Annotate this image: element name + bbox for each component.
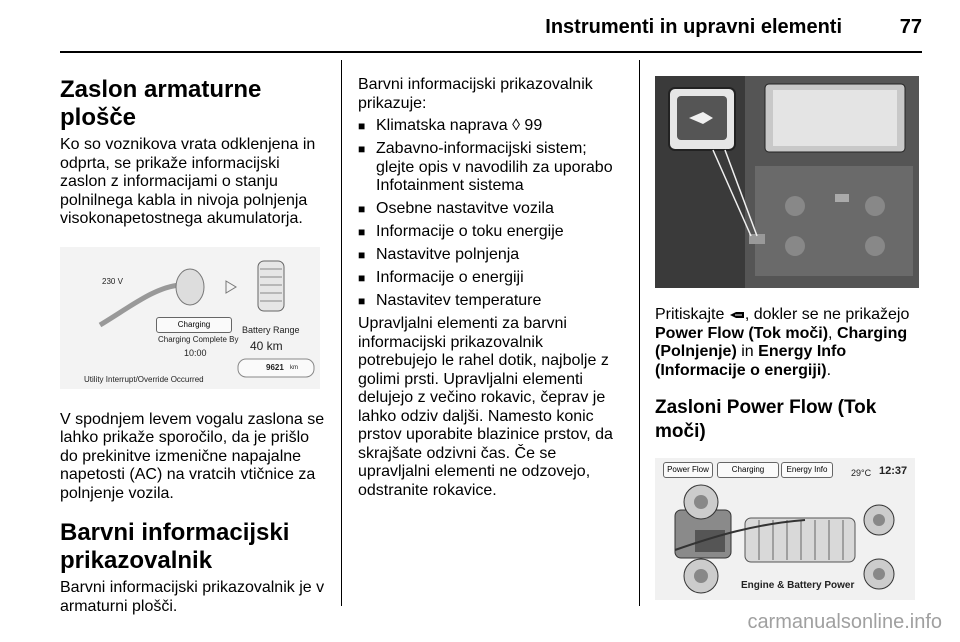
tab-charging: Charging [717, 462, 779, 478]
charging-label: Charging [156, 317, 232, 333]
option-energy-info: Energy Info (Informacije o energiji) [655, 343, 847, 379]
paragraph-press-button [655, 306, 925, 380]
list-item: ■ Informacije o toku energije [358, 223, 626, 242]
charging-time: 10:00 [184, 347, 207, 358]
header-title: Instrumenti in upravni elementi [545, 16, 842, 38]
display-intro: Barvni informacijski prikazovalnik prikazuje: [358, 76, 593, 112]
page-number: 77 [899, 16, 922, 38]
section-heading-power-flow: Zasloni Power Flow (Tok moči) [655, 397, 877, 442]
separator-2: in [741, 343, 754, 360]
dashboard-photo-figure [655, 76, 919, 288]
display-features-list [358, 117, 626, 311]
odometer-unit: km [290, 364, 298, 371]
column-divider-2 [639, 60, 640, 606]
clock-readout: 12:37 [879, 465, 908, 477]
option-charging: Charging (Polnjenje) [655, 324, 908, 360]
battery-range-label: Battery Range [242, 324, 300, 335]
list-item: ■ Nastavitev temperature [358, 292, 626, 311]
watermark: carmanualsonline.info [747, 611, 942, 633]
column-divider-1 [341, 60, 342, 606]
power-flow-caption: Engine & Battery Power [741, 580, 855, 591]
power-flow-figure [655, 458, 915, 600]
power-flow-illustration [655, 458, 915, 600]
voltage-label: 230 V [102, 276, 123, 286]
press-pre: Pritiskajte [655, 306, 725, 323]
press-post: , dokler se ne prikažejo [744, 306, 910, 323]
odometer-value: 9621 [266, 362, 284, 372]
list-item: ■ Nastavitve polnjenja [358, 246, 626, 265]
option-power-flow: Power Flow (Tok moči) [655, 324, 829, 342]
paragraph-touch-controls: Upravljalni elementi za barvni informacijski prikazovalnik potrebujejo le rahel dotik, najbolje z golimi prsti. Upravljalni elementi delujejo z večino rokavic, čeprav je lahko odziv daljši. Namesto konic prstov uporabite blazinice prstov, da skrajšate odzivni čas. Če se upravljalni elementi ne odzovejo, odstranite rokavice. [358, 315, 613, 499]
section-heading-dashboard-display: Zaslon armaturne plošče [60, 76, 262, 131]
list-item: ■ Klimatska naprava ◊ 99 [358, 117, 626, 136]
paragraph-color-display-location: Barvni informacijski prikazovalnik je v armaturni plošči. [60, 579, 325, 615]
tab-power-flow: Power Flow [663, 462, 713, 478]
column-1 [60, 60, 326, 616]
tab-energy-info: Energy Info [781, 462, 833, 478]
list-item: ■ Informacije o energiji [358, 269, 626, 288]
list-item: ■ Zabavno-informacijski sistem; glejte opis v navodilih za uporabo Infotainment sistema [358, 140, 626, 196]
temperature-readout: 29°C [851, 468, 872, 478]
utility-interrupt-message: Utility Interrupt/Override Occurred [84, 374, 204, 384]
section-heading-color-display: Barvni informacijski prikazovalnik [60, 519, 290, 574]
separator-1: , [828, 324, 833, 342]
charging-complete-label: Charging Complete By [158, 334, 239, 344]
paragraph-ac-interrupt: V spodnjem levem vogalu zaslona se lahko prikaže sporočilo, da je prišlo do prekinitve izmenične napajalne napetosti (AC) na vratcih vtičnice za polnjenje vozila. [60, 410, 325, 502]
column-2 [358, 76, 626, 500]
header-rule [60, 51, 922, 53]
energy-button-icon [729, 310, 745, 320]
column-3 [655, 76, 925, 600]
list-item: ■ Osebne nastavitve vozila [358, 200, 626, 219]
dashboard-illustration [655, 76, 919, 288]
paragraph-door-unlock: Ko so voznikova vrata odklenjena in odprta, se prikaže informacijski zaslon z informacijami o stanju polnilnega kabla in nivoja polnjenja visokonapetostnega akumulatorja. [60, 136, 316, 227]
battery-range-value: 40 km [250, 338, 283, 353]
sentence-end: . [826, 361, 832, 379]
charging-status-figure [60, 247, 320, 389]
